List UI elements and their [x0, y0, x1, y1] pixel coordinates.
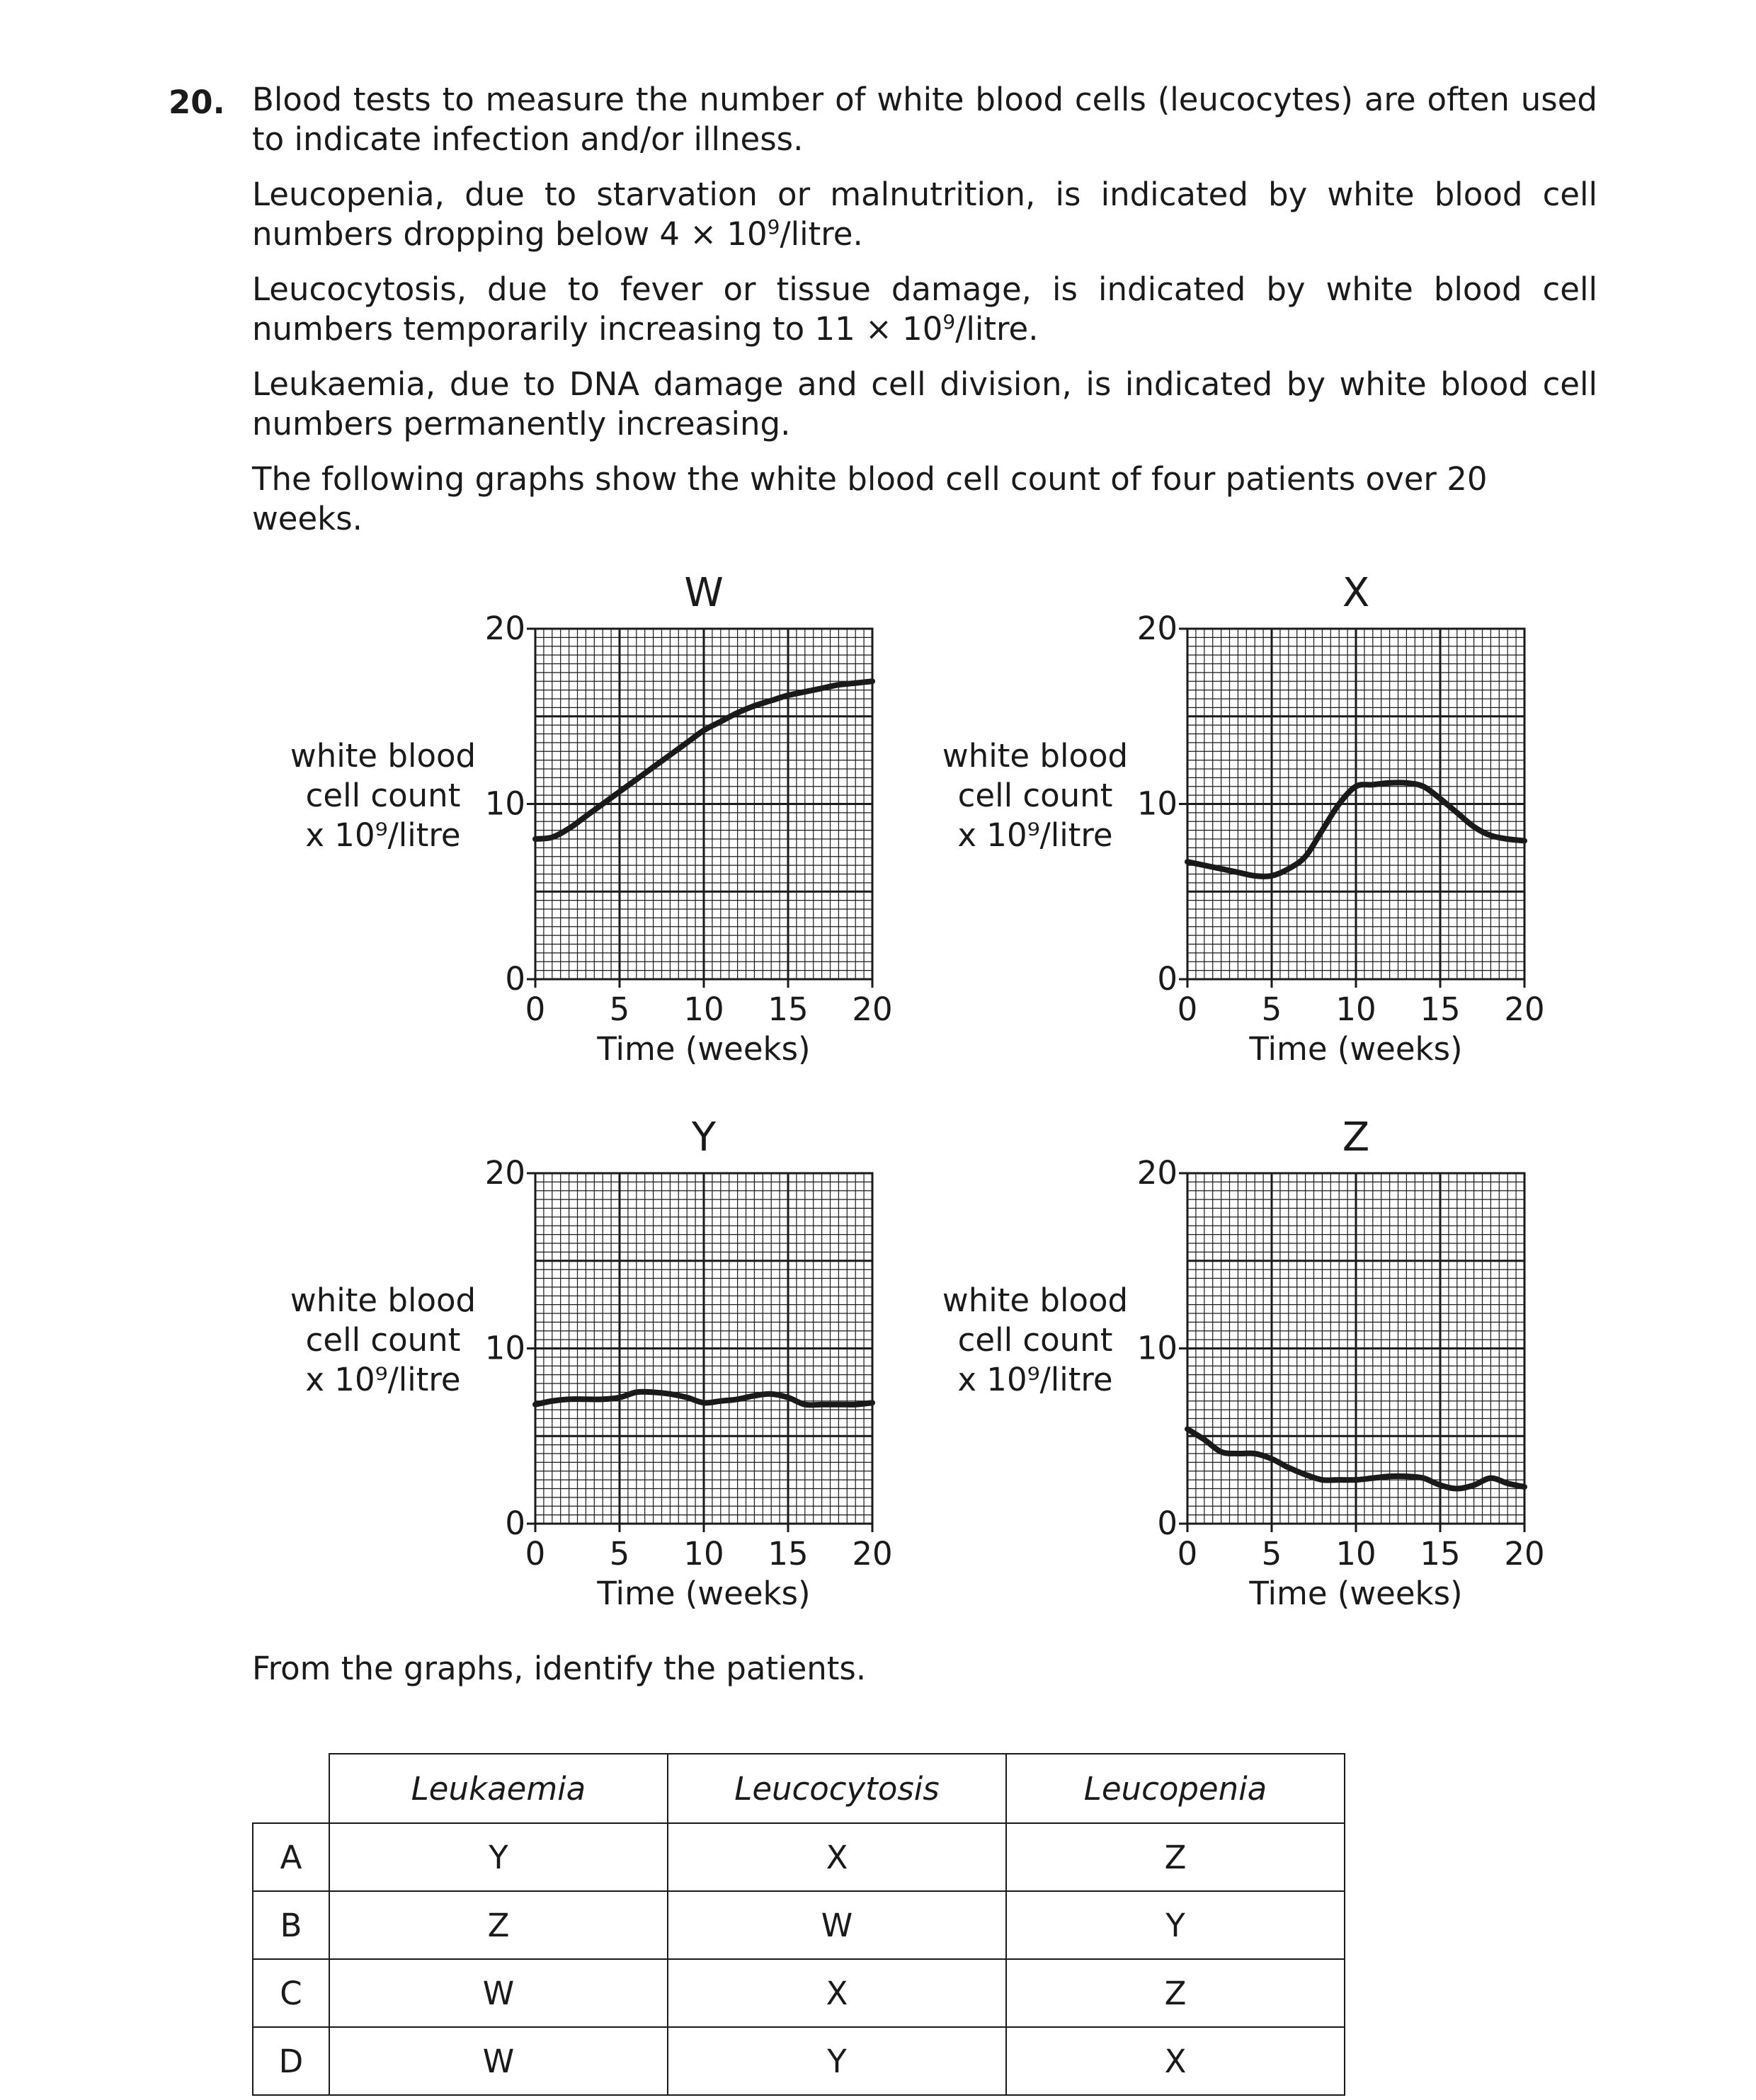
chart-title: X [1342, 570, 1370, 616]
y-axis-label: white blood [290, 737, 477, 775]
x-axis-label: Time (weeks) [1249, 1575, 1463, 1612]
x-tick-label: 5 [609, 991, 630, 1028]
chart-svg [942, 1102, 1545, 1612]
y-tick-label: 0 [1157, 960, 1178, 998]
leucopenia-unit: /litre. [780, 215, 863, 253]
y-axis-label: cell count [305, 1321, 461, 1359]
x-tick-label: 0 [525, 991, 546, 1028]
option-letter: C [253, 1959, 329, 2027]
y-axis-label: white blood [942, 737, 1129, 775]
chart-title: Y [691, 1114, 717, 1160]
y-axis-label: white blood [942, 1282, 1129, 1319]
y-tick-label: 0 [1157, 1505, 1178, 1542]
x-tick-label: 0 [1177, 991, 1198, 1028]
chart-grid [535, 1173, 872, 1524]
option-row-d[interactable] [253, 2027, 1345, 2095]
table-cell: Y [1006, 1891, 1345, 1959]
table-cell: Z [1006, 1959, 1345, 2027]
y-tick-label: 0 [505, 960, 525, 998]
table-cell: Z [1006, 1823, 1345, 1891]
chart-svg [942, 558, 1545, 1068]
y-tick-label: 10 [1136, 1329, 1178, 1367]
y-axis-label: cell count [305, 777, 461, 814]
graph-w [290, 558, 893, 1068]
table-cell: W [668, 1891, 1006, 1959]
table-cell: X [668, 1823, 1006, 1891]
leucocytosis-text: Leucocytosis, due to fever or tissue damage, is indicated by white blood cell numbers temporarily increasing to 11 × 10 [252, 270, 1597, 348]
leucocytosis-exponent: 9 [942, 310, 956, 333]
leucopenia-paragraph [252, 175, 1597, 254]
y-tick-label: 10 [1136, 784, 1178, 823]
x-tick-label: 15 [768, 1535, 809, 1573]
chart-grid [1187, 1173, 1524, 1524]
leucocytosis-unit: /litre. [955, 310, 1039, 348]
x-tick-label: 20 [852, 991, 893, 1028]
x-tick-label: 15 [768, 991, 809, 1028]
y-axis-label: white blood [290, 1282, 477, 1319]
x-tick-label: 5 [1261, 991, 1282, 1028]
graphs-intro-paragraph: The following graphs show the white blood cell count of four patients over 20 weeks. [252, 460, 1488, 537]
x-tick-label: 15 [1420, 1535, 1461, 1573]
y-axis-label: x 10⁹/litre [305, 1361, 461, 1398]
y-tick-label: 20 [484, 1154, 525, 1192]
y-axis-label: x 10⁹/litre [957, 816, 1113, 854]
x-axis-label: Time (weeks) [597, 1575, 811, 1612]
graph-x [942, 558, 1545, 1068]
chart-title: Z [1342, 1114, 1370, 1160]
x-tick-label: 15 [1420, 991, 1461, 1028]
option-row-c[interactable] [253, 1959, 1345, 2027]
y-tick-label: 0 [505, 1505, 525, 1542]
table-cell: W [329, 1959, 668, 2027]
x-tick-label: 5 [1261, 1535, 1282, 1573]
option-letter: B [253, 1891, 329, 1959]
y-axis-label: x 10⁹/litre [305, 816, 461, 854]
y-axis-label: cell count [957, 1321, 1113, 1359]
leucopenia-exponent: 9 [767, 215, 780, 239]
table-cell: W [329, 2027, 668, 2095]
x-tick-label: 20 [1504, 1535, 1545, 1573]
leucocytosis-paragraph [252, 270, 1597, 349]
y-tick-label: 10 [484, 784, 525, 823]
y-axis-label: x 10⁹/litre [957, 1361, 1113, 1398]
graph-z [942, 1102, 1545, 1612]
option-letter: D [253, 2027, 329, 2095]
chart-svg [290, 558, 893, 1068]
corner-cell [253, 1754, 329, 1823]
answer-table-header [253, 1754, 1345, 1823]
header-leukaemia: Leukaemia [329, 1754, 668, 1823]
chart-title: W [684, 570, 724, 616]
x-axis-label: Time (weeks) [597, 1030, 811, 1068]
x-tick-label: 0 [525, 1535, 546, 1573]
x-tick-label: 20 [852, 1535, 893, 1573]
y-tick-label: 20 [484, 610, 525, 647]
graph-y [290, 1102, 893, 1612]
x-tick-label: 10 [1335, 991, 1376, 1028]
question-number: 20. [169, 84, 225, 121]
chart-grid [535, 629, 872, 979]
x-axis-label: Time (weeks) [1249, 1030, 1463, 1068]
table-cell: Y [329, 1823, 668, 1891]
header-leucopenia: Leucopenia [1006, 1754, 1345, 1823]
header-leucocytosis: Leucocytosis [668, 1754, 1006, 1823]
table-cell: Z [329, 1891, 668, 1959]
table-cell: Y [668, 2027, 1006, 2095]
y-tick-label: 10 [484, 1329, 525, 1367]
answer-table [252, 1753, 1345, 2096]
x-tick-label: 10 [683, 1535, 724, 1573]
y-tick-label: 20 [1136, 610, 1178, 647]
chart-grid [1187, 629, 1524, 979]
leucopenia-text: Leucopenia, due to starvation or malnutrition, is indicated by white blood cell numbers dropping below 4 × 10 [252, 176, 1597, 253]
option-row-b[interactable] [253, 1891, 1345, 1959]
x-tick-label: 5 [609, 1535, 630, 1573]
x-tick-label: 10 [1335, 1535, 1376, 1573]
option-letter: A [253, 1823, 329, 1891]
x-tick-label: 20 [1504, 991, 1545, 1028]
option-row-a[interactable] [253, 1823, 1345, 1891]
y-tick-label: 20 [1136, 1154, 1178, 1192]
question-prompt: From the graphs, identify the patients. [252, 1650, 867, 1687]
x-tick-label: 0 [1177, 1535, 1198, 1573]
y-axis-label: cell count [957, 777, 1113, 814]
table-cell: X [668, 1959, 1006, 2027]
table-cell: X [1006, 2027, 1345, 2095]
chart-svg [290, 1102, 893, 1612]
x-tick-label: 10 [683, 991, 724, 1028]
leukaemia-paragraph: Leukaemia, due to DNA damage and cell division, is indicated by white blood cell numbers permanently increasing. [252, 365, 1597, 443]
intro-paragraph: Blood tests to measure the number of white blood cells (leucocytes) are often used to indicate infection and/or illness. [252, 81, 1597, 158]
